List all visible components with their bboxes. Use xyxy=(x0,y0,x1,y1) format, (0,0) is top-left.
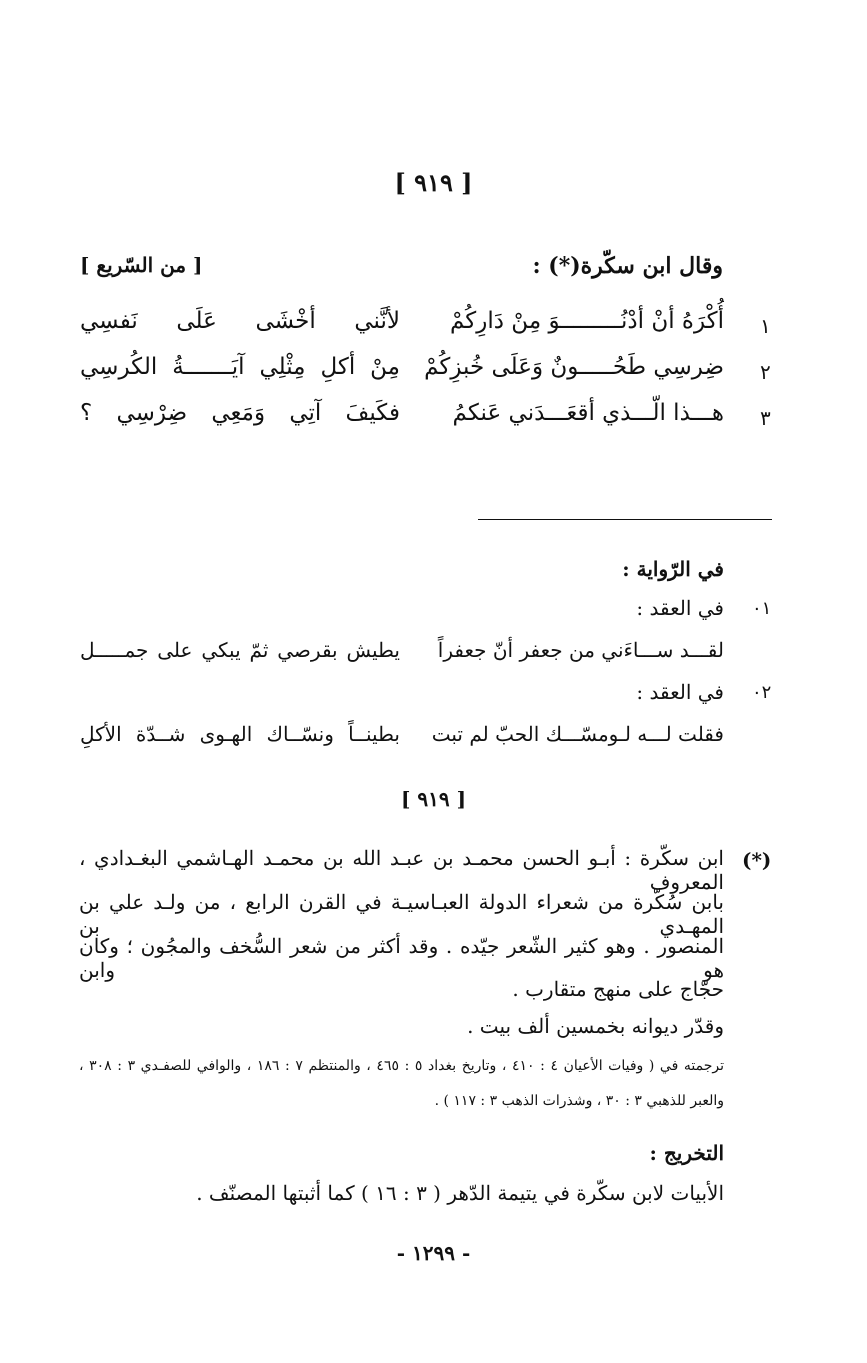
sources-line: ترجمته في ( وفيات الأعيان ٤ : ٤١٠ ، وتاريخ بغداد ٥ : ٤٦٥ ، والمنتظم ٧ : ١٨٦ ، والوافي للصفـدي ٣ : ٣٠٨ ، xyxy=(79,1058,724,1074)
riwaya-number: ٠٢ xyxy=(752,682,772,703)
sources-line: والعبر للذهبي ٣ : ٣٠ ، وشذرات الذهب ٣ : ١١٧ ) . xyxy=(434,1093,724,1109)
separator-rule xyxy=(478,519,772,520)
riwaya-first-hemistich: فقلت لـــه لـومسّـــك الحبّ لم تبت xyxy=(431,722,724,746)
footnote-marker: (*) xyxy=(742,848,772,872)
verse-second-hemistich: فكَيفَ آتِي وَمَعِي ضِرْسِي ؟ xyxy=(80,400,400,426)
note-line: المنصور . وهو كثير الشّعر جيّده . وقد أكثر من شعر السُّخف والمجُون ؛ وكان هو وابن xyxy=(79,934,724,982)
verse-first-hemistich: أُكْرَهُ أنْ أدْنُـــــــــوَ مِنْ دَارِكُمْ xyxy=(450,308,724,334)
verse-number: ٣ xyxy=(760,406,771,430)
verse-number: ٢ xyxy=(760,360,771,384)
poem-number: [ ٩١٩ ] xyxy=(394,168,473,197)
riwaya-number: ٠١ xyxy=(752,598,772,619)
verse-number: ١ xyxy=(760,314,771,338)
intro-line: وقال ابن سكّرة(*) : xyxy=(532,253,723,279)
riwaya-second-hemistich: بطينــاً ونسّــاك الهـوى شــدّة الأكلِ xyxy=(80,722,400,746)
page-number: - ١٢٩٩ - xyxy=(396,1241,471,1265)
riwaya-heading: في الرّواية : xyxy=(622,557,724,581)
riwaya-source-label: في العقد : xyxy=(636,596,724,620)
verse-second-hemistich: لأنَّني أخْشَى عَلَى نَفسِي xyxy=(80,308,400,334)
takhrij-text: الأبيات لابن سكّرة في يتيمة الدّهر ( ٣ : ١٦ ) كما أثبتها المصنّف . xyxy=(196,1181,724,1205)
note-line: حجّاج على منهج متقارب . xyxy=(512,977,724,1001)
notes-poem-number: [ ٩١٩ ] xyxy=(400,787,467,811)
verse-first-hemistich: ضِرسِي طَحُـــــونٌ وَعَلَى خُبزِكُمْ xyxy=(424,354,724,380)
riwaya-first-hemistich: لقـــد ســـاءَني من جعفر أنّ جعفراً xyxy=(437,638,724,662)
verse-first-hemistich: هـــذا الّـــذي أقعَـــدَني عَنكمُ xyxy=(452,400,724,426)
verse-second-hemistich: مِنْ أكلِ مِثْلِي آيَـــــــةُ الكُرسِي xyxy=(80,354,400,380)
riwaya-source-label: في العقد : xyxy=(636,680,724,704)
meter-label: [ من السّريع ] xyxy=(80,253,203,277)
riwaya-second-hemistich: يطيش بقرصي ثمّ يبكي على جمـــــل xyxy=(80,638,400,662)
note-line: ابن سكّرة : أبـو الحسن محمـد بن عبـد الله بن محمـد الهـاشمي البغـدادي ، المعروف xyxy=(79,846,724,894)
takhrij-heading: التخريج : xyxy=(649,1141,724,1165)
note-line: بابن سُكّرة من شعراء الدولة العبـاسيـة في القرن الرابع ، من ولـد علي بن المهـدي بن xyxy=(79,890,724,938)
note-line: وقدّر ديوانه بخمسين ألف بيت . xyxy=(467,1014,724,1038)
